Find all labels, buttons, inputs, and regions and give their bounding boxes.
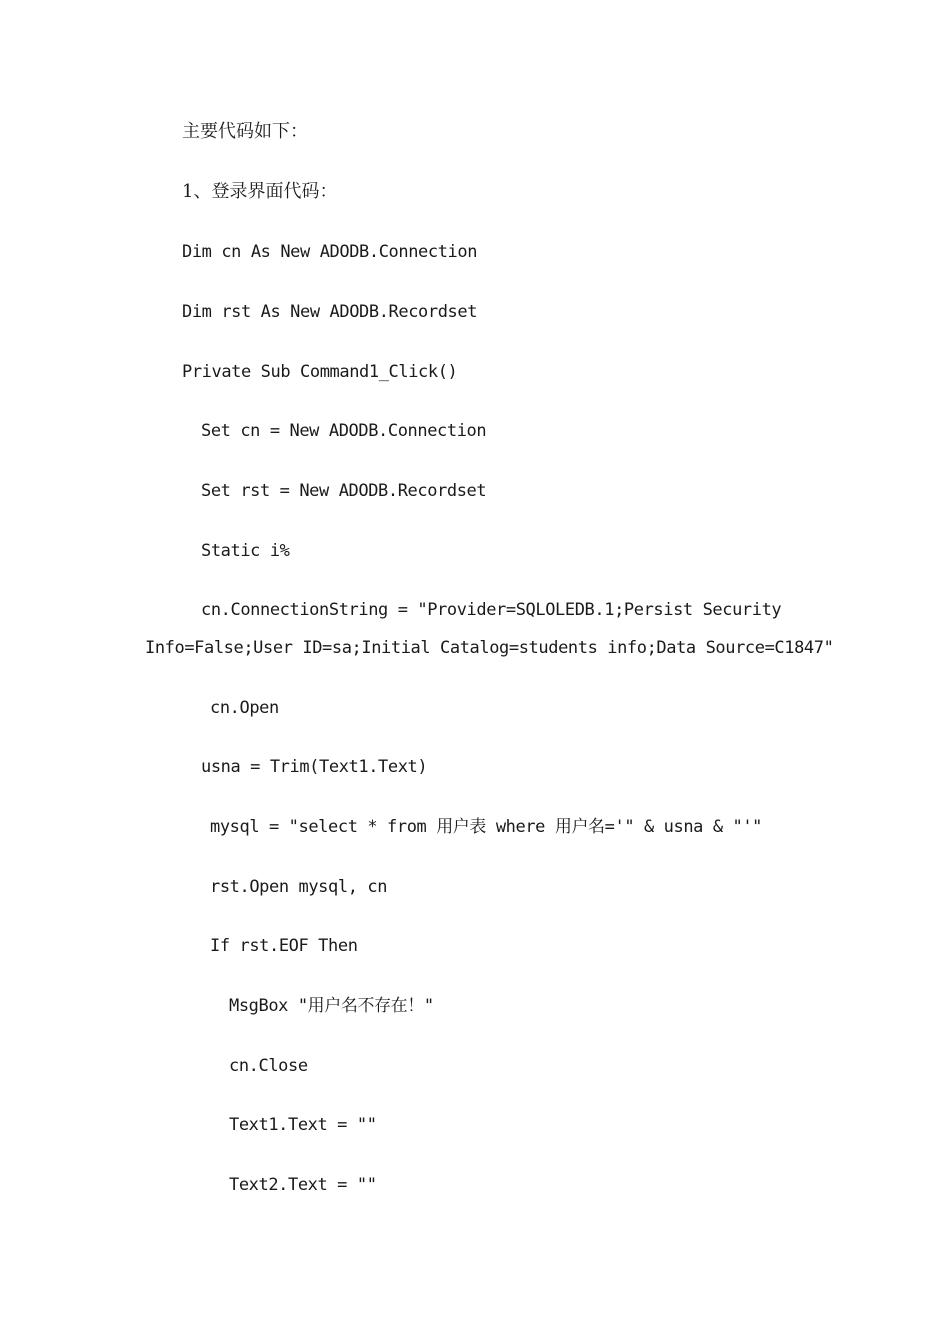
code-line: cn.Close <box>229 1056 308 1076</box>
code-line: Private Sub Command1_Click() <box>182 362 458 382</box>
code-line: usna = Trim(Text1.Text) <box>201 757 428 777</box>
code-line: mysql = "select * from 用户表 where 用户名='" & usna & "'" <box>210 817 763 837</box>
code-line: Text2.Text = "" <box>229 1175 377 1195</box>
code-line: Static i% <box>201 541 290 561</box>
code-line: Text1.Text = "" <box>229 1115 377 1135</box>
code-line: Set rst = New ADODB.Recordset <box>201 481 487 501</box>
code-line: rst.Open mysql, cn <box>210 877 388 897</box>
code-line: Info=False;User ID=sa;Initial Catalog=students info;Data Source=C1847" <box>145 638 834 658</box>
code-line: Dim rst As New ADODB.Recordset <box>182 302 478 322</box>
code-line: Dim cn As New ADODB.Connection <box>182 242 478 262</box>
code-line: Set cn = New ADODB.Connection <box>201 421 487 441</box>
document-heading: 主要代码如下： <box>182 121 308 142</box>
code-line: If rst.EOF Then <box>210 936 358 956</box>
code-line: cn.Open <box>210 698 279 718</box>
code-line: cn.ConnectionString = "Provider=SQLOLEDB.1;Persist Security <box>201 600 782 620</box>
section-title: 1、登录界面代码： <box>182 181 338 202</box>
code-line: MsgBox "用户名不存在！" <box>229 996 434 1016</box>
